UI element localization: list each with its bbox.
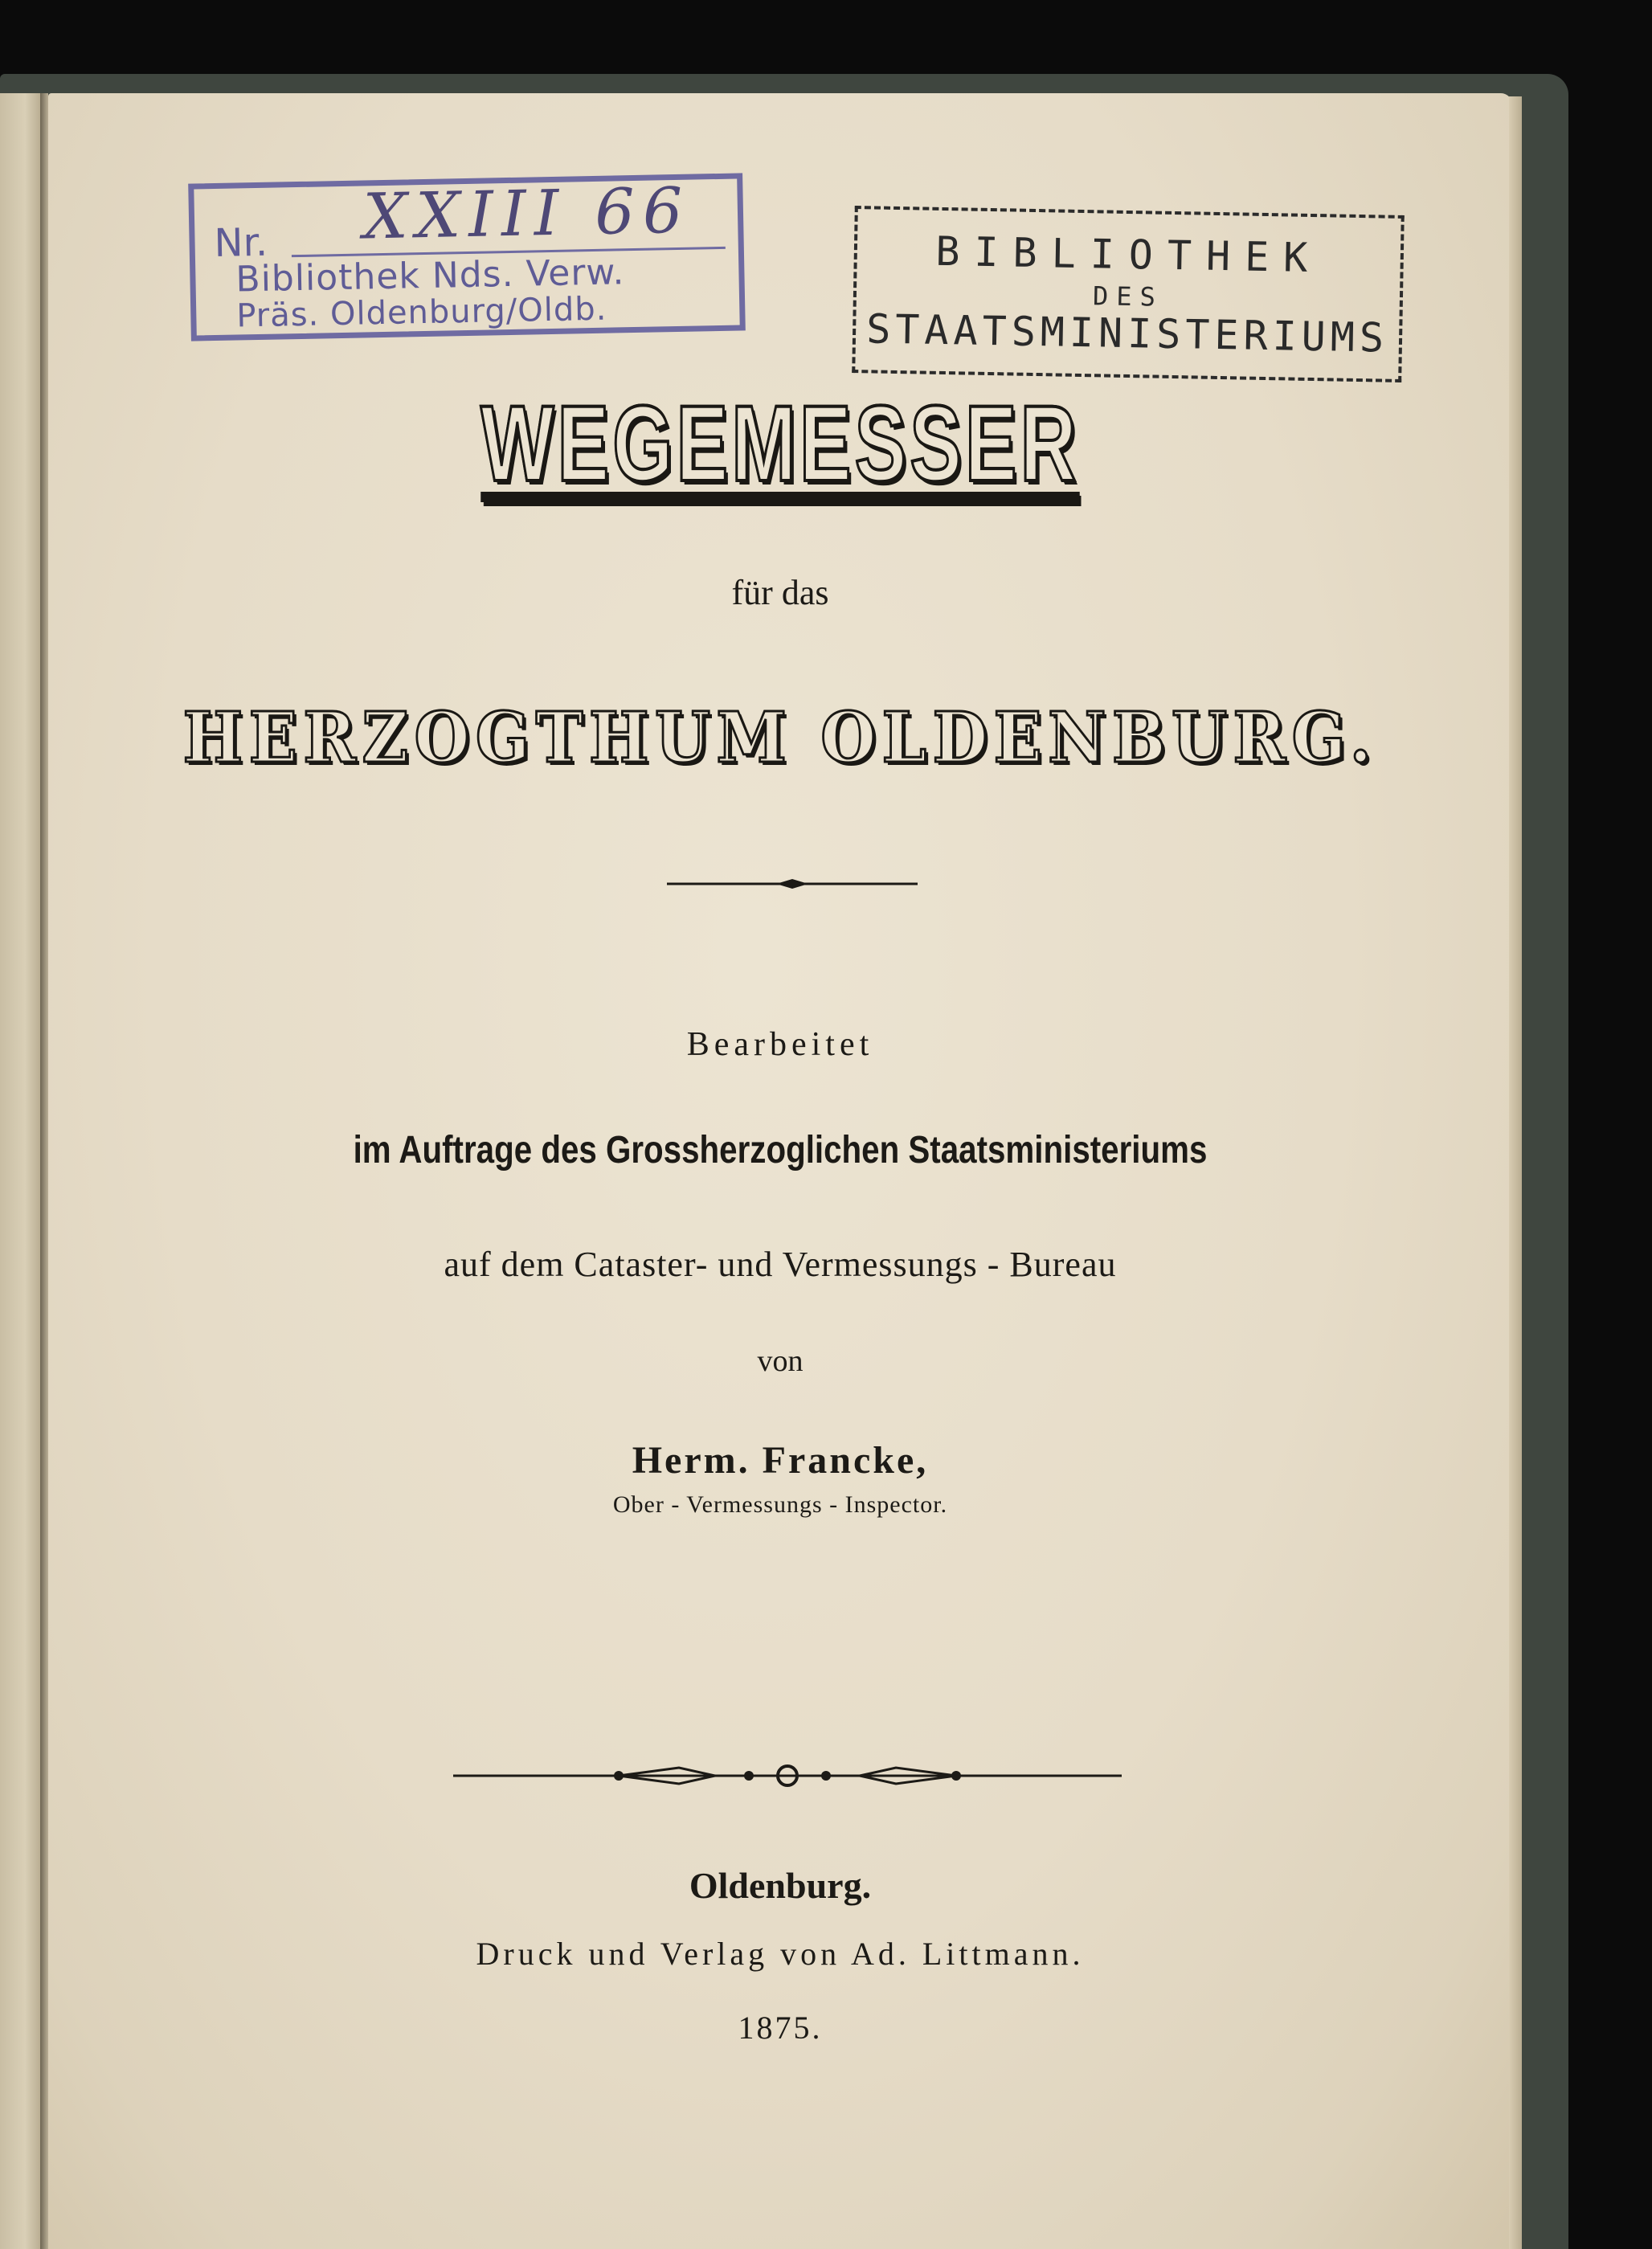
library-stamp-nr: Nr. bbox=[214, 219, 268, 267]
library-stamp-line2: Präs. Oldenburg/Oldb. bbox=[235, 290, 607, 335]
ministry-stamp-line1: BIBLIOTHEK bbox=[934, 227, 1323, 282]
subtitle-connector: für das bbox=[731, 573, 829, 612]
ministry-stamp bbox=[852, 206, 1405, 382]
edited-label: Bearbeitet bbox=[686, 1026, 874, 1063]
ornamental-divider bbox=[450, 1760, 1125, 1792]
left-page-strip bbox=[0, 93, 42, 2249]
main-title: WEGEMESSER bbox=[480, 384, 1080, 504]
author-role: Ober - Vermessungs - Inspector. bbox=[612, 1491, 948, 1518]
bureau-line: auf dem Cataster- und Vermessungs - Bureau bbox=[444, 1245, 1117, 1284]
subtitle: HERZOGTHUM OLDENBURG. bbox=[182, 697, 1378, 779]
ministry-stamp-line2: DES bbox=[1092, 280, 1164, 313]
library-stamp-line1: Bibliothek Nds. Verw. bbox=[235, 251, 625, 301]
by-line: von bbox=[757, 1344, 804, 1378]
ministry-stamp-line3: STAATSMINISTERIUMS bbox=[865, 305, 1389, 362]
commission-line: im Auftrage des Grossherzoglichen Staatsministeriums bbox=[353, 1129, 1208, 1172]
imprint-city: Oldenburg. bbox=[689, 1865, 872, 1906]
imprint-year: 1875. bbox=[738, 2010, 823, 2046]
library-stamp-handwritten-number: XXIII 66 bbox=[362, 174, 692, 254]
imprint-publisher: Druck und Verlag von Ad. Littmann. bbox=[476, 1936, 1085, 1972]
library-stamp bbox=[188, 173, 746, 341]
page-edge bbox=[1509, 96, 1522, 2249]
author-name: Herm. Francke, bbox=[632, 1439, 929, 1482]
gutter-shadow bbox=[40, 93, 48, 2249]
small-ornament-rule bbox=[664, 874, 921, 893]
